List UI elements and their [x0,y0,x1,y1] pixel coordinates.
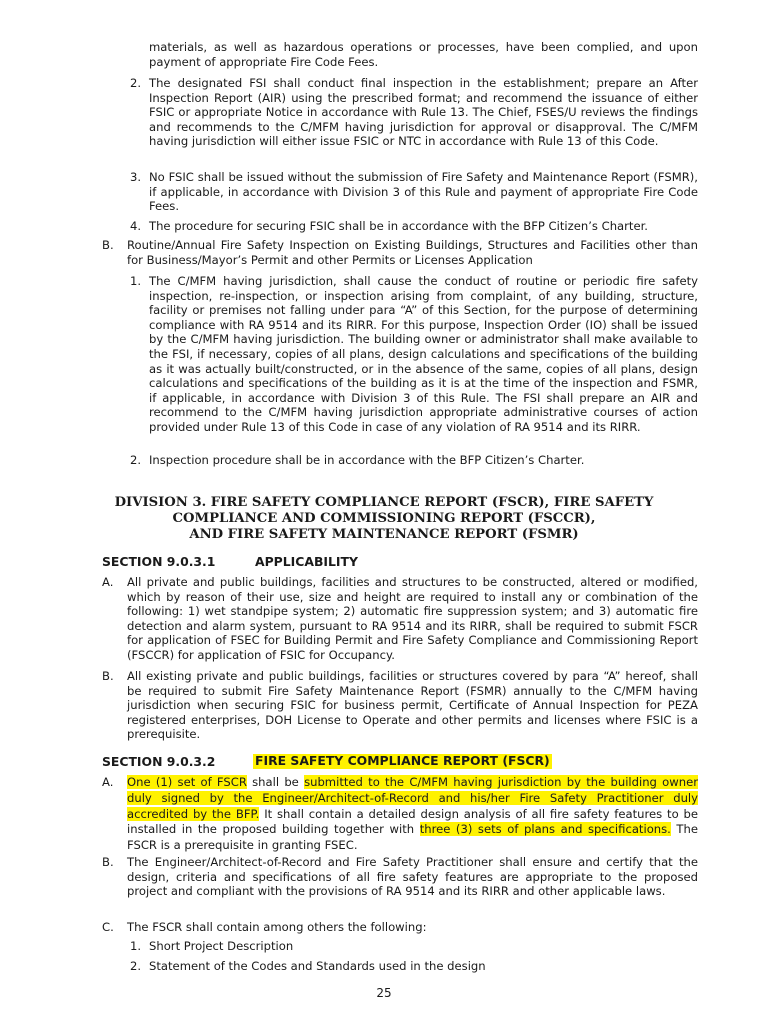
division-title-line-3: AND FIRE SAFETY MAINTENANCE REPORT (FSMR) [189,527,579,542]
highlight-submission: submitted to the C/MFM having jurisdiction by the building owner duly signed by the Engineer/Architect-of-Record and his/her Fire Safety Practitioner duly accredited by the BFP. [127,775,698,821]
list-item-2-text: Statement of the Codes and Standards used in the design [149,959,486,973]
sec1-para-a-letter: A. [102,575,114,589]
para-a-text-part: shall be [246,775,305,789]
highlight-plans: three (3) sets of plans and specifications. [419,822,671,837]
sec2-para-c-letter: C. [102,920,114,934]
para-b-letter: B. [102,238,114,252]
item-2-text: The designated FSI shall conduct final inspection in the establishment; prepare an After Inspection Report (AIR) using the prescribed format; and recommend the issuance of either FSIC or appropriate Notice in accordance with Rule 13. The Chief, FSES/U reviews the findings and recommends to the C/MFM having jurisdiction for approval or disapproval. The C/MFM having jurisdiction will either issue FSIC or NTC in accordance with Rule 13 of this Code. [149,76,698,149]
para-a-text-part: The FSCR is a prerequisite in granting FSEC. [127,822,698,853]
sec2-para-a-letter: A. [102,775,114,789]
division-title-line-1: DIVISION 3. FIRE SAFETY COMPLIANCE REPORT (FSCR), FIRE SAFETY [114,495,654,510]
section-1-title: APPLICABILITY [255,554,358,569]
division-title-line-2: COMPLIANCE AND COMMISSIONING REPORT (FSCCR), [172,511,596,526]
sec2-para-b-letter: B. [102,855,114,869]
sec2-para-b-text: The Engineer/Architect-of-Record and Fire Safety Practitioner shall ensure and certify that the design, criteria and specifications of all fire safety features are appropriate to the proposed project and compliant with the provisions of RA 9514 and its RIRR and other applicable laws. [127,855,698,899]
item-4-number: 4. [130,219,142,233]
item-1-tail: materials, as well as hazardous operations or processes, have been complied, and upon payment of appropriate Fire Code Fees. [149,40,698,69]
list-item-1-number: 1. [130,939,142,953]
para-a-text-part: It shall contain a detailed design analysis of all fire safety features to be installed in the proposed building together with [127,806,698,837]
sec1-para-b-letter: B. [102,669,114,683]
section-2-title: FIRE SAFETY COMPLIANCE REPORT (FSCR) [255,753,550,768]
section-2-number: SECTION 9.0.3.2 [102,754,216,769]
item-2-number: 2. [130,76,142,90]
item-3-number: 3. [130,170,142,184]
b-item-2-text: Inspection procedure shall be in accordance with the BFP Citizen’s Charter. [149,453,585,467]
b-item-2-number: 2. [130,453,142,467]
sec2-para-a-text [127,775,698,854]
para-b-text: Routine/Annual Fire Safety Inspection on Existing Buildings, Structures and Facilities other than for Business/Mayor’s Permit and other Permits or Licenses Application [127,238,698,267]
list-item-2-number: 2. [130,959,142,973]
page-number: 25 [376,986,392,1000]
sec1-para-b-text: All existing private and public buildings, facilities or structures covered by para “A” hereof, shall be required to submit Fire Safety Maintenance Report (FSMR) annually to the C/MFM having jurisdiction when securing FSIC for business permit, Certificate of Annual Inspection for PEZA registered enterprises, DOH License to Operate and other permits and licenses where FSIC is a prerequisite. [127,669,698,742]
section-1-number: SECTION 9.0.3.1 [102,554,216,569]
sec1-para-a-text: All private and public buildings, facilities and structures to be constructed, altered or modified, which by reason of their use, size and height are required to install any or combination of the following: 1) wet standpipe system; 2) automatic fire suppression system; and 3) automatic fire detection and alarm system, pursuant to RA 9514 and its RIRR, shall be required to submit FSCR for application of FSEC for Building Permit and Fire Safety Compliance and Commissioning Report (FSCCR) for application of FSIC for Occupancy. [127,575,698,662]
sec2-para-c-text: The FSCR shall contain among others the following: [127,920,427,934]
b-item-1-text: The C/MFM having jurisdiction, shall cause the conduct of routine or periodic fire safety inspection, re-inspection, or inspection arising from complaint, of any building, structure, facility or premises not falling under para “A” of this Section, for the purpose of determining compliance with RA 9514 and its RIRR. For this purpose, Inspection Order (IO) shall be issued by the C/MFM having jurisdiction. The building owner or administrator shall make available to the FSI, if necessary, copies of all plans, design calculations and specifications of the building as it was actually built/constructed, or in the absence of the same, copies of all plans, design calculations and specifications of the building as it is at the time of the inspection and FSMR, if applicable, in accordance with Division 3 of this Rule. The FSI shall prepare an AIR and recommend to the C/MFM having jurisdiction appropriate administrative courses of action provided under Rule 13 of this Code in case of any violation of RA 9514 and its RIRR. [149,274,698,434]
highlight-one-set: One (1) set of FSCR [127,775,247,789]
list-item-1-text: Short Project Description [149,939,294,953]
item-3-text: No FSIC shall be issued without the submission of Fire Safety and Maintenance Report (FSMR), if applicable, in accordance with Division 3 of this Rule and payment of appropriate Fire Code Fees. [149,170,698,214]
item-4-text: The procedure for securing FSIC shall be in accordance with the BFP Citizen’s Charter. [149,219,648,233]
b-item-1-number: 1. [130,274,142,288]
